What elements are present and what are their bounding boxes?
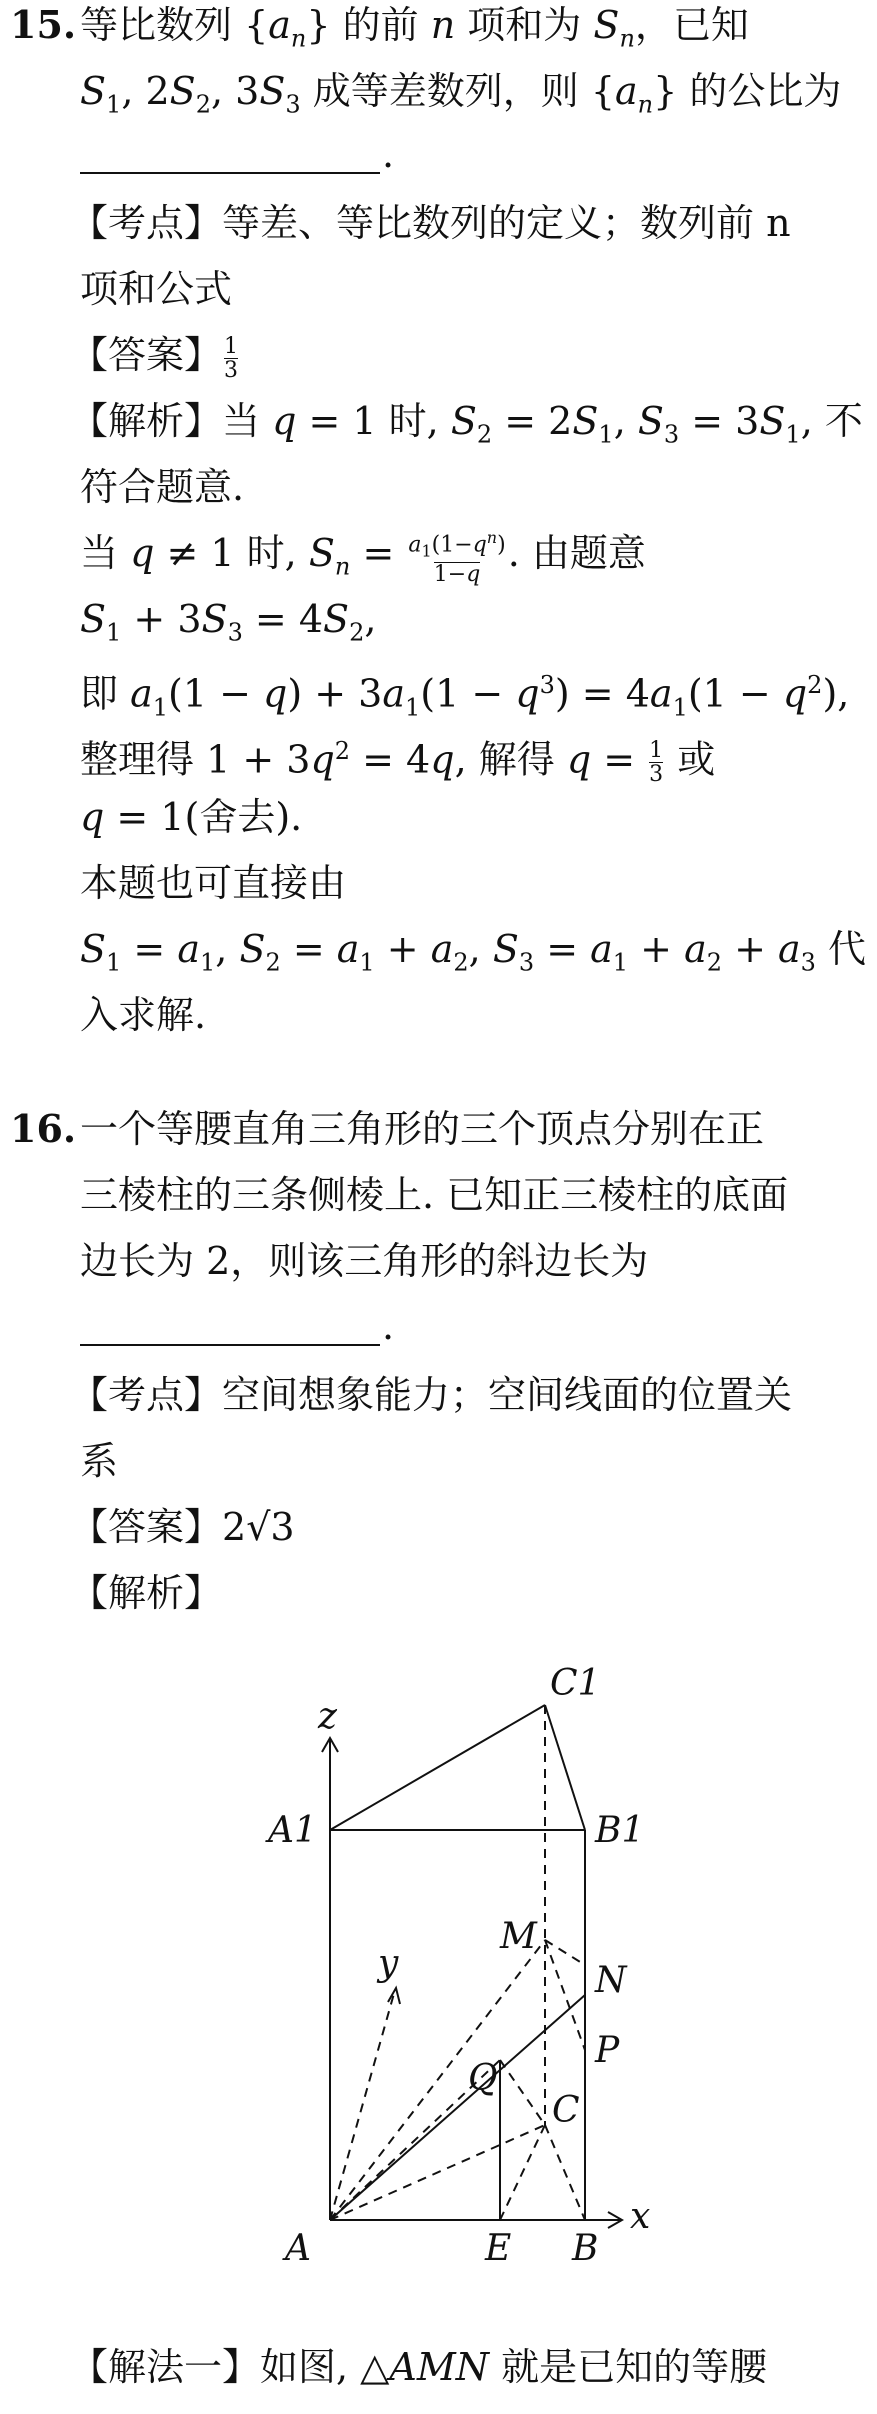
label-A: A — [285, 2228, 311, 2269]
prism-figure — [200, 1620, 760, 2270]
label-P: P — [595, 2030, 620, 2071]
segment-MP — [545, 1940, 585, 2050]
edge-CB — [545, 2125, 585, 2220]
q16-jiexi-label: 【解析】 — [70, 1571, 223, 1615]
question-number-16: 16. — [10, 1106, 77, 1151]
q15-jiexi-line3: 当 q ≠ 1 时, $S_n$ = $\frac{a_1(1-q^n)}{1-q}$ . 由题意 — [80, 527, 646, 588]
q15-jiexi-line4: $S_1 + 3S_3 = 4S_2$, — [80, 597, 377, 647]
edge-AC — [330, 2125, 545, 2220]
q16-stem-line2: 三棱柱的三条侧棱上. 已知正三棱柱的底面 — [80, 1173, 789, 1217]
q16-answer-value: 2√3 — [222, 1505, 295, 1549]
edge-C1B1 — [545, 1705, 585, 1830]
question-number-15: 15. — [10, 2, 77, 47]
q15-jiexi-line6: 整理得 $1 + 3q^2 = 4q$, 解得 q = $\frac{1}{3}$ 或 — [80, 737, 716, 788]
q15-answer-label: 【答案】 — [70, 333, 223, 377]
label-C1: C1 — [550, 1663, 601, 1704]
segment-EC — [500, 2125, 545, 2220]
q16-answer — [70, 1494, 295, 1560]
q15-jiexi-line9: $S_1 = a_1$, $S_2 = a_1 + a_2$, $S_3 = a_1 + a_2 + a_3$ 代 — [80, 927, 867, 977]
q16-answer-blank — [80, 1344, 380, 1346]
label-N: N — [595, 1960, 627, 2001]
q16-stem-line1: 一个等腰直角三角形的三个顶点分别在正 — [80, 1107, 765, 1151]
q15-jiexi-line1: 【解析】当 q = 1 时, $S_2 = 2S_1$, $S_3 = 3S_1$, 不 — [70, 399, 863, 449]
label-B1: B1 — [595, 1810, 645, 1851]
q15-jiexi-line5: 即 $a_1(1 - q) + 3a_1(1 - q^3) = 4a_1(1 - q^2)$, — [80, 671, 850, 722]
q15-answer — [70, 322, 240, 388]
q15-jiexi-line10: 入求解. — [80, 993, 207, 1037]
edge-A1C1 — [330, 1705, 545, 1830]
segment-QC — [500, 2060, 545, 2125]
q15-jiexi-line7: q = 1(舍去). — [80, 795, 303, 839]
q15-answer-fraction: $\frac{1}{3}$ — [224, 333, 239, 383]
q15-kaodian-line2: 项和公式 — [80, 267, 233, 311]
q16-answer-label: 【答案】 — [70, 1505, 223, 1549]
q16-kaodian-line1: 【考点】空间想象能力；空间线面的位置关 — [70, 1373, 793, 1417]
q15-jiexi-line2: 符合题意. — [80, 465, 245, 509]
q16-blank-period: . — [382, 1304, 395, 1348]
label-A1: A1 — [268, 1810, 317, 1851]
label-Q: Q — [468, 2058, 498, 2099]
q16-method1-line: 【解法一】如图, △AMN 就是已知的等腰 — [70, 2345, 768, 2389]
q15-blank-period: . — [382, 132, 395, 176]
y-axis — [330, 1990, 395, 2220]
q15-stem-line2: $S_1$, $2S_2$, $3S_3$ 成等差数列，则 $\{a_n\}$ 的公比为 — [80, 69, 842, 119]
segment-MN — [545, 1940, 585, 1965]
label-B: B — [572, 2228, 599, 2269]
q16-kaodian-line2: 系 — [80, 1439, 119, 1483]
label-M: M — [500, 1916, 537, 1957]
label-C: C — [552, 2090, 580, 2131]
label-x: x — [630, 2196, 651, 2237]
label-y: y — [378, 1943, 399, 1984]
segment-AN — [330, 1995, 585, 2220]
label-E: E — [485, 2228, 512, 2269]
q15-kaodian-line1: 【考点】等差、等比数列的定义；数列前 n — [70, 201, 791, 245]
q16-stem-line3: 边长为 2，则该三角形的斜边长为 — [80, 1239, 649, 1283]
q15-stem-line1: 等比数列 $\{a_n\}$ 的前 n 项和为 $S_n$，已知 — [80, 3, 749, 53]
q15-answer-blank — [80, 172, 380, 174]
label-z: z — [318, 1696, 337, 1737]
q15-jiexi-line8: 本题也可直接由 — [80, 861, 347, 905]
